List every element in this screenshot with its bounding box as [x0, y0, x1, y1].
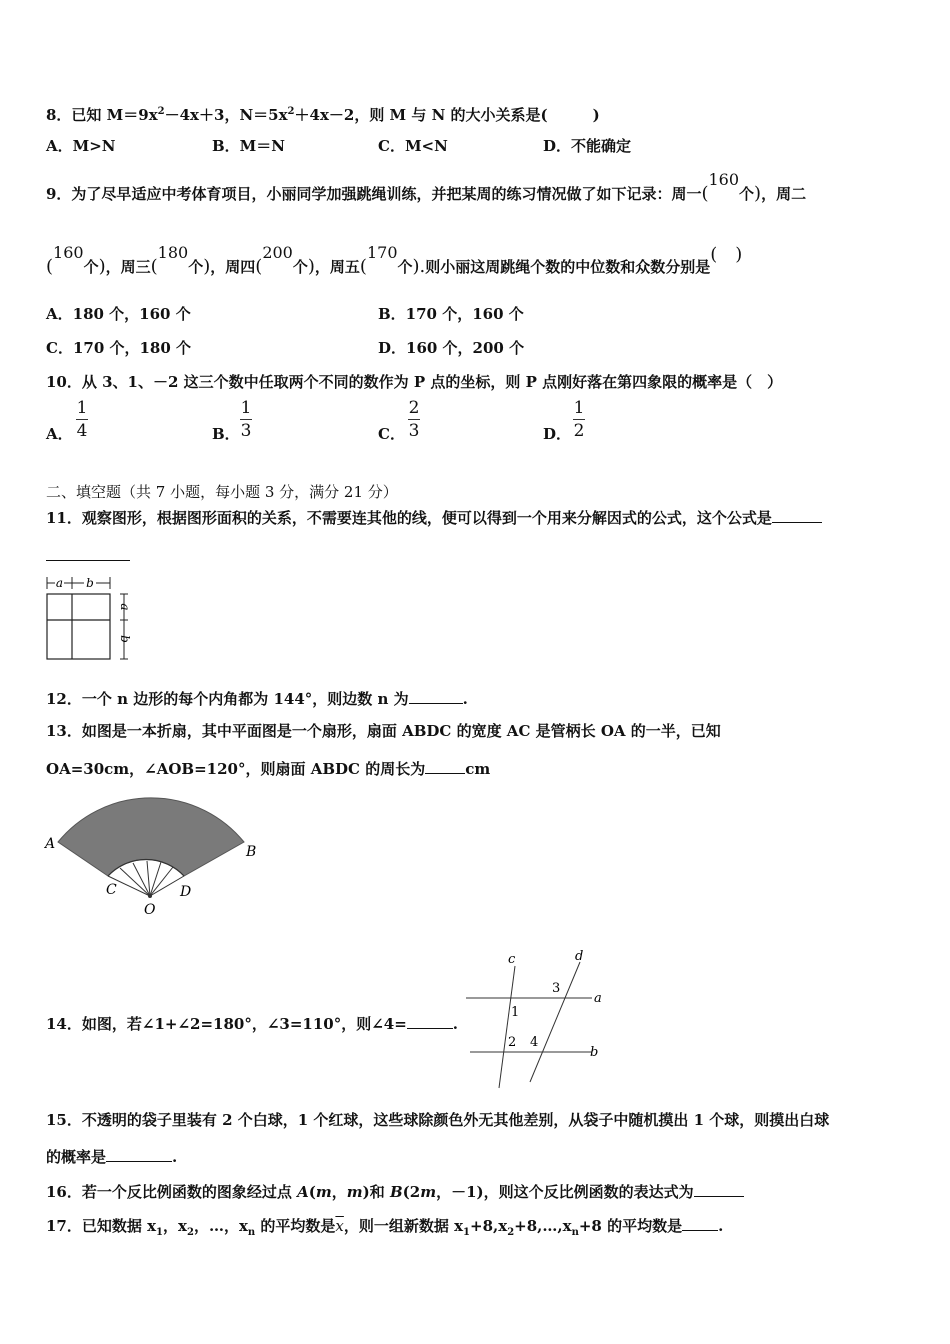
q14-angle-1: 1 [511, 1005, 520, 1020]
q13-label-c: C [106, 882, 117, 898]
q12-answer-blank[interactable] [409, 703, 463, 704]
q13-fan-figure [44, 790, 264, 920]
q10-stem: 10．从 3、1、－2 这三个数中任取两个不同的数作为 P 点的坐标，则 P 点刚好落在第四象限的概率是（ ） [46, 373, 783, 391]
q14-label-b: b [590, 1045, 599, 1060]
q13-stem-line1: 13．如图是一本折扇，其中平面图是一个扇形，扇面 ABDC 的宽度 AC 是管柄长 OA 的一半，已知 [46, 722, 721, 740]
q10-option-d-label[interactable]: D． [543, 425, 572, 443]
q9-option-a[interactable]: A．180 个，160 个 [46, 305, 191, 323]
q13-label-o: O [144, 902, 156, 918]
q8-option-b[interactable]: B．M＝N [212, 137, 285, 155]
q12-stem: 12．一个 n 边形的每个内角都为 144°，则边数 n 为 . [46, 690, 468, 708]
q8-option-a[interactable]: A．M>N [46, 137, 116, 155]
q14-lines-figure [462, 946, 612, 1091]
q17-mean-symbol: $\overline{x}$ [335, 1217, 344, 1235]
section-title-fill-in: 二、填空题（共 7 小题，每小题 3 分，满分 21 分） [46, 483, 398, 501]
q10-option-a-label[interactable]: A． [46, 425, 73, 443]
q15-stem-line1: 15．不透明的袋子里装有 2 个白球，1 个红球，这些球除颜色外无其他差别，从袋子中随机摸出 1 个球，则摸出白球 [46, 1111, 830, 1129]
q14-angle-4: 4 [530, 1035, 539, 1050]
q9-option-d[interactable]: D．160 个，200 个 [378, 339, 525, 357]
q16-answer-blank[interactable] [694, 1196, 744, 1197]
q11-square-figure [44, 573, 134, 665]
q13-label-b: B [246, 844, 257, 860]
q9-stem-line1: 9．为了尽早适应中考体育项目，小丽同学加强跳绳训练，并把某周的练习情况做了如下记录：周一(160个)，周二 [46, 170, 807, 204]
q14-label-c: c [508, 952, 516, 967]
q11-label-a-vertical: a [118, 603, 132, 611]
q10-option-a-fraction: 1 4 [76, 398, 88, 441]
q10-option-d-fraction: 1 2 [573, 398, 585, 441]
q10-option-c-label[interactable]: C． [378, 425, 405, 443]
q8-option-c[interactable]: C．M<N [378, 137, 448, 155]
q9-option-c[interactable]: C．170 个，180 个 [46, 339, 192, 357]
q11-label-b: b [86, 576, 94, 590]
q8-stem: 8．已知 $M=9x^2-4x+3$，$N=5x^2+4x-2$，则 M 与 N 的大小关系是( ) [46, 106, 600, 124]
q17-stem: 17．已知数据 $x_1$，$x_2$，…，$x_n$ 的平均数是$\overline{x}$，则一组新数据 $x_1+8,x_2+8,\dots,x_n+8$ 的平均数是 . [46, 1217, 724, 1238]
q14-answer-blank[interactable] [407, 1028, 453, 1029]
q11-answer-blank-1[interactable] [772, 522, 822, 523]
q14-label-a: a [594, 991, 602, 1006]
q13-answer-blank[interactable] [425, 773, 465, 774]
q9-stem-line2: (160个)，周三(180个)，周四(200个)，周五(170个).则小丽这周跳绳个数的中位数和众数分别是( ) [46, 243, 743, 277]
q17-answer-blank[interactable] [682, 1230, 718, 1231]
q13-label-a: A [45, 836, 56, 852]
q13-label-d: D [180, 884, 192, 900]
q14-stem: 14．如图，若∠1+∠2=180°，∠3=110°，则∠4= . [46, 1015, 459, 1033]
q11-label-a: a [55, 576, 64, 590]
q14-angle-3: 3 [552, 981, 561, 996]
q14-label-d: d [575, 949, 584, 964]
q15-answer-blank[interactable] [106, 1161, 172, 1162]
q16-stem: 16．若一个反比例函数的图象经过点 A(m，m)和 B(2m，－1)，则这个反比例函数的表达式为 [46, 1181, 744, 1203]
q9-option-b[interactable]: B．170 个，160 个 [378, 305, 524, 323]
q15-stem-line2: 的概率是 . [46, 1148, 178, 1166]
q11-label-b-vertical: b [118, 635, 132, 643]
q11-answer-blank-2[interactable] [46, 560, 130, 561]
q14-angle-2: 2 [508, 1035, 517, 1050]
q10-option-c-fraction: 2 3 [408, 398, 420, 441]
q10-option-b-fraction: 1 3 [240, 398, 252, 441]
q10-option-b-label[interactable]: B． [212, 425, 240, 443]
q13-stem-line2: OA=30cm，∠AOB=120°，则扇面 ABDC 的周长为 cm [46, 760, 491, 778]
q11-stem: 11．观察图形，根据图形面积的关系，不需要连其他的线，便可以得到一个用来分解因式的公式，这个公式是 [46, 507, 822, 529]
q8-option-d[interactable]: D．不能确定 [543, 137, 632, 155]
